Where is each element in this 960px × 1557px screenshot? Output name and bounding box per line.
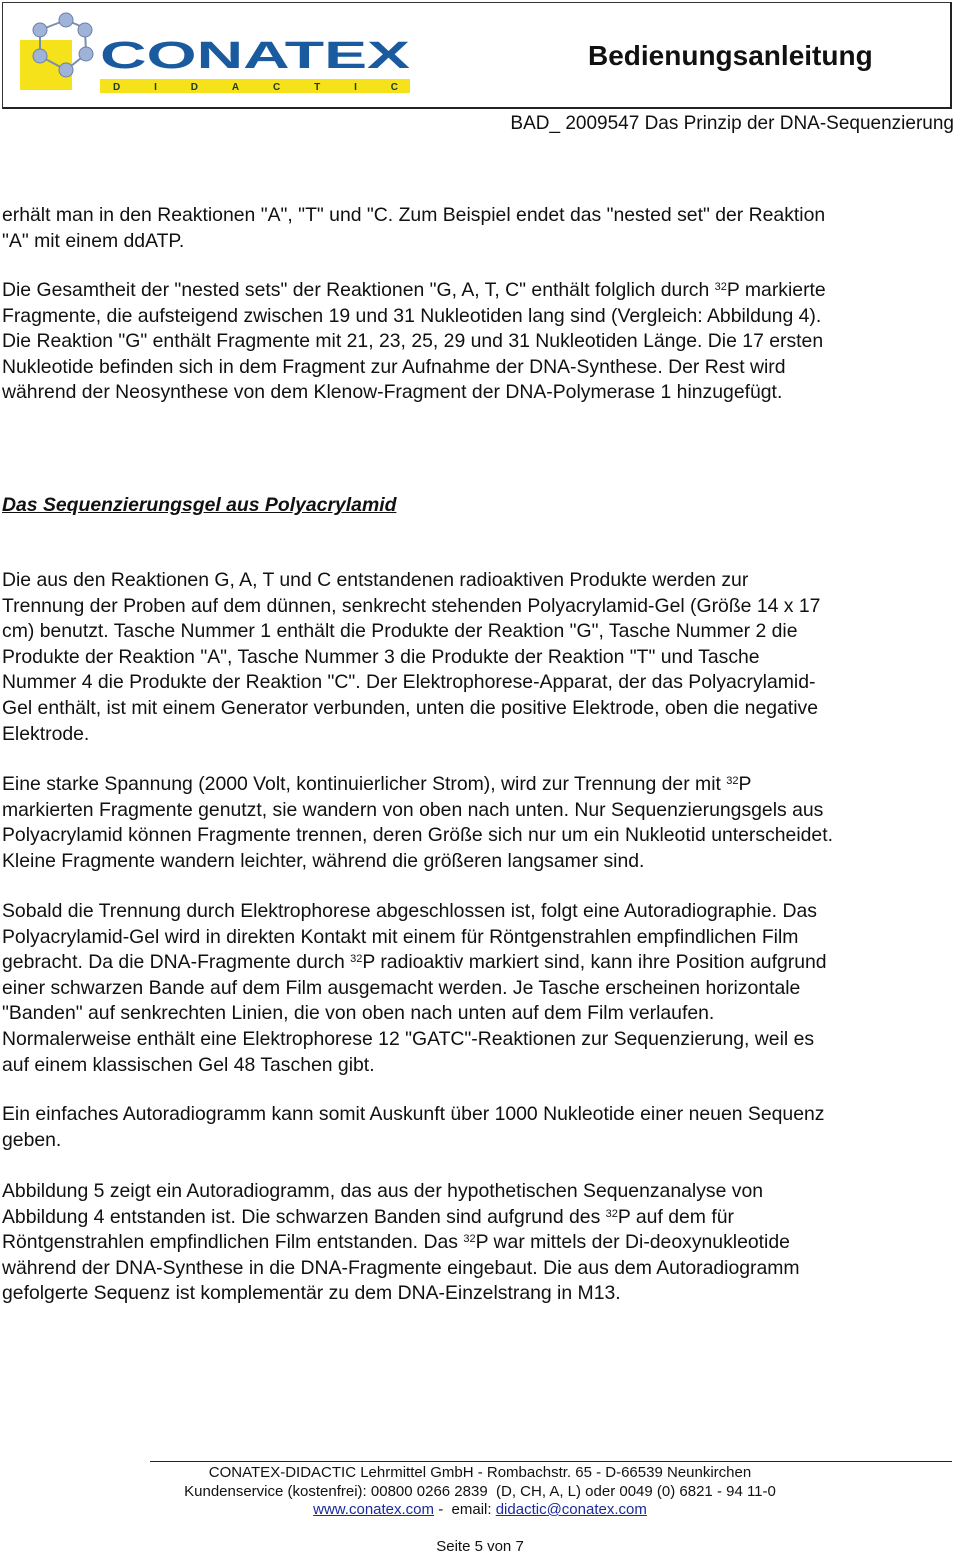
text-segment: während der DNA-Synthese in die DNA-Fragmente eingebaut. Die aus dem Autoradiogramm: [2, 1256, 800, 1279]
text-line: [2, 1102, 824, 1128]
text-segment: Nummer 4 die Produkte der Reaktion "C". Der Elektrophorese-Apparat, der das Polyacrylamid-: [2, 671, 816, 694]
text-segment: P auf dem für: [617, 1205, 734, 1228]
website-link[interactable]: www.conatex.com: [313, 1501, 435, 1518]
text-line: [2, 925, 827, 951]
section-heading: Das Sequenzierungsgel aus Polyacrylamid: [2, 494, 397, 516]
text-segment: Polyacrylamid-Gel wird in direkten Kontakt mit einem für Röntgenstrahlen empfindlichen Film: [2, 925, 799, 948]
footer: [0, 1464, 960, 1520]
text-line: [2, 355, 826, 381]
paragraph: [2, 1102, 824, 1153]
paragraph: [2, 899, 827, 1078]
text-segment: Gel enthält, ist mit einem Generator verbunden, unten die positive Elektrode, oben die negative: [2, 696, 818, 719]
text-line: [2, 594, 820, 620]
text-segment: Sobald die Trennung durch Elektrophorese abgeschlossen ist, folgt eine Autoradiographie. Das: [2, 900, 817, 922]
text-line: [2, 229, 825, 255]
text-line: [2, 619, 820, 645]
text-line: [2, 696, 820, 722]
text-line: [2, 823, 833, 849]
text-line: [2, 899, 827, 925]
text-segment: Röntgenstrahlen empfindlichen Film entstanden. Das: [2, 1231, 464, 1254]
text-line: [2, 1027, 827, 1053]
text-line: [2, 976, 827, 1002]
text-line: [2, 1053, 827, 1079]
text-segment: P: [738, 773, 752, 795]
text-segment: P war mittels der Di-deoxynukleotide: [475, 1231, 790, 1254]
text-segment: geben.: [2, 1128, 62, 1151]
document-title: Bedienungsanleitung: [588, 40, 873, 71]
superscript: 32: [726, 775, 739, 787]
text-segment: markierten Fragmente genutzt, sie wandern von oben nach unten. Nur Sequenzierungsgels aus: [2, 798, 824, 821]
text-segment: erhält man in den Reaktionen "A", "T" und "C. Zum Beispiel endet das "nested set" der Reaktion: [2, 204, 826, 226]
text-line: [2, 645, 820, 671]
text-segment: Die Gesamtheit der "nested sets" der Reaktionen "G, A, T, C" enthält folglich durch: [2, 279, 715, 301]
text-segment: Die Reaktion "G" enthält Fragmente mit 21, 23, 25, 29 und 31 Nukleotiden Länge. Die 17 ersten: [2, 330, 824, 353]
page-number: Seite 5 von 7: [436, 1538, 524, 1555]
email-link[interactable]: didactic@conatex.com: [495, 1501, 647, 1518]
text-segment: einer schwarzen Bande auf dem Film ausgemacht werden. Je Tasche erscheinen horizontale: [2, 976, 801, 999]
text-segment: Abbildung 5 zeigt ein Autoradiogramm, das aus der hypothetischen Sequenzanalyse von: [2, 1180, 764, 1202]
text-segment: Ein einfaches Autoradiogramm kann somit Auskunft über 1000 Nukleotide einer neuen Sequenz: [2, 1103, 825, 1125]
text-line: [2, 203, 825, 229]
text-line: [2, 1205, 800, 1231]
text-line: [2, 568, 820, 594]
text-line: [2, 304, 826, 330]
text-segment: Kleine Fragmente wandern leichter, während die größeren langsamer sind.: [2, 849, 645, 872]
text-line: [2, 1001, 827, 1027]
text-line: [2, 798, 833, 824]
paragraph: [2, 278, 826, 406]
text-segment: Trennung der Proben auf dem dünnen, senkrecht stehenden Polyacrylamid-Gel (Größe 14 x 17: [2, 594, 821, 617]
superscript: 32: [463, 1233, 476, 1246]
paragraph: [2, 772, 833, 874]
text-segment: Nukleotide befinden sich in dem Fragment zur Aufnahme der DNA-Synthese. Der Rest wird: [2, 355, 786, 378]
text-segment: cm) benutzt. Tasche Nummer 1 enthält die Produkte der Reaktion "G", Tasche Nummer 2 die: [2, 620, 798, 643]
text-segment: "A" mit einem ddATP.: [2, 229, 185, 252]
text-segment: P radioaktiv markiert sind, kann ihre Position aufgrund: [362, 951, 827, 974]
text-segment: auf einem klassischen Gel 48 Taschen gibt.: [2, 1053, 375, 1076]
text-segment: Polyacrylamid können Fragmente trennen, deren Größe sich nur um ein Nukleotid unterscheidet.: [2, 824, 833, 847]
text-segment: Normalerweise enthält eine Elektrophorese 12 "GATC"-Reaktionen zur Sequenzierung, weil es: [2, 1027, 815, 1050]
text-line: [2, 670, 820, 696]
paragraph: [2, 203, 825, 254]
text-segment: Abbildung 4 entstanden ist. Die schwarzen Banden sind aufgrund des: [2, 1205, 606, 1228]
text-segment: Die aus den Reaktionen G, A, T und C entstandenen radioaktiven Produkte werden zur: [2, 569, 749, 591]
superscript: 32: [350, 953, 363, 966]
text-segment: Elektrode.: [2, 722, 90, 745]
text-line: [2, 1128, 824, 1154]
text-segment: Fragmente, die aufsteigend zwischen 19 und 31 Nukleotiden lang sind (Vergleich: Abbildung 4).: [2, 304, 822, 327]
text-line: [2, 1281, 800, 1307]
text-segment: Produkte der Reaktion "A", Tasche Nummer 3 die Produkte der Reaktion "T" und Tasche: [2, 645, 760, 668]
footer-service: Kundenservice (kostenfrei): 00800 0266 2839 (D, CH, A, L) oder 0049 (0) 6821 - 94 11-0: [184, 1482, 776, 1500]
paragraph: [2, 1179, 800, 1307]
svg-text:DIDACTIC: DIDACTIC: [113, 82, 398, 93]
text-line: [2, 1230, 800, 1256]
footer-company: CONATEX-DIDACTIC Lehrmittel GmbH - Rombachstr. 65 - D-66539 Neunkirchen: [208, 1464, 752, 1481]
superscript: 32: [714, 281, 727, 293]
superscript: 32: [605, 1207, 618, 1220]
text-line: [2, 950, 827, 976]
text-line: [2, 722, 820, 748]
text-line: [2, 329, 826, 355]
text-line: [2, 849, 833, 875]
footer-separator: - email:: [434, 1501, 496, 1518]
text-line: [2, 1179, 800, 1205]
text-segment: Eine starke Spannung (2000 Volt, kontinuierlicher Strom), wird zur Trennung der mit: [2, 773, 727, 795]
text-line: [2, 772, 833, 798]
text-segment: P markierte: [726, 279, 826, 301]
text-line: [2, 380, 826, 406]
text-line: [2, 278, 826, 304]
text-segment: gebracht. Da die DNA-Fragmente durch: [2, 951, 351, 974]
paragraph: [2, 568, 820, 747]
text-segment: gefolgerte Sequenz ist komplementär zu dem DNA-Einzelstrang in M13.: [2, 1282, 621, 1305]
footer-divider: [150, 1461, 952, 1462]
text-line: [2, 1256, 800, 1282]
text-segment: "Banden" auf senkrechten Linien, die von oben nach unten auf dem Film verlaufen.: [2, 1002, 715, 1025]
conatex-logo: [18, 8, 418, 96]
logo-wordmark: CONATEX: [100, 35, 412, 77]
document-subtitle: BAD_ 2009547 Das Prinzip der DNA-Sequenzierung: [510, 113, 954, 134]
text-segment: während der Neosynthese von dem Klenow-Fragment der DNA-Polymerase 1 hinzugefügt.: [2, 381, 783, 404]
